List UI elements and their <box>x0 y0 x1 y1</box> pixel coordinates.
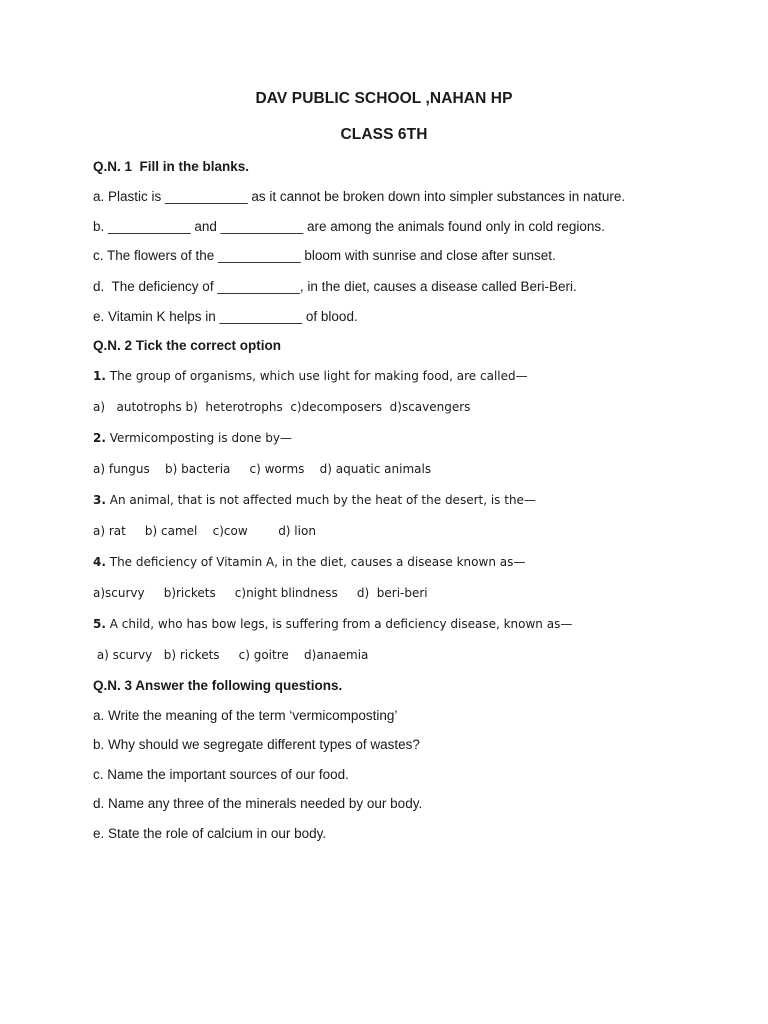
q3-item-d: d. Name any three of the minerals needed by our body. <box>93 796 423 811</box>
q3-item-a: a. Write the meaning of the term ‘vermicomposting’ <box>93 708 398 723</box>
q2-question-2 <box>93 432 292 444</box>
question-number: 5. <box>93 617 106 631</box>
q1-item-d: d. The deficiency of ___________, in the diet, causes a disease called Beri-Beri. <box>93 279 577 294</box>
q1-item-b: b. ___________ and ___________ are among the animals found only in cold regions. <box>93 219 605 234</box>
q3-item-b: b. Why should we segregate different types of wastes? <box>93 737 420 752</box>
q2-options-3: a) rat b) camel c)cow d) lion <box>93 524 316 538</box>
q2-question-5 <box>93 618 572 630</box>
q2-question-1 <box>93 370 528 382</box>
q2-options-5: a) scurvy b) rickets c) goitre d)anaemia <box>93 648 369 662</box>
school-name: DAV PUBLIC SCHOOL ,NAHAN HP <box>255 90 513 107</box>
q2-options-4: a)scurvy b)rickets c)night blindness d) beri-beri <box>93 586 428 600</box>
question-number: 3. <box>93 493 106 507</box>
q3-heading: Q.N. 3 Answer the following questions. <box>93 678 343 693</box>
question-text: An animal, that is not affected much by the heat of the desert, is the— <box>105 493 536 507</box>
q1-item-a: a. Plastic is ___________ as it cannot be broken down into simpler substances in nature. <box>93 189 626 204</box>
q2-question-3 <box>93 494 536 506</box>
question-text: The group of organisms, which use light for making food, are called— <box>105 369 528 383</box>
q3-item-e: e. State the role of calcium in our body. <box>93 826 327 841</box>
class-title: CLASS 6TH <box>340 126 428 143</box>
q2-question-4 <box>93 556 525 568</box>
question-number: 4. <box>93 555 106 569</box>
question-text: The deficiency of Vitamin A, in the diet, causes a disease known as— <box>105 555 526 569</box>
q3-item-c: c. Name the important sources of our food. <box>93 767 349 782</box>
question-text: Vermicomposting is done by— <box>105 431 292 445</box>
q2-heading: Q.N. 2 Tick the correct option <box>93 338 282 353</box>
q2-options-1: a) autotrophs b) heterotrophs c)decomposers d)scavengers <box>93 400 471 414</box>
question-number: 2. <box>93 431 106 445</box>
question-number: 1. <box>93 369 106 383</box>
q1-item-e: e. Vitamin K helps in ___________ of blood. <box>93 309 358 324</box>
q1-item-c: c. The flowers of the ___________ bloom with sunrise and close after sunset. <box>93 248 556 263</box>
question-text: A child, who has bow legs, is suffering from a deficiency disease, known as— <box>105 617 573 631</box>
q2-options-2: a) fungus b) bacteria c) worms d) aquatic animals <box>93 462 432 476</box>
q1-heading: Q.N. 1 Fill in the blanks. <box>93 159 250 174</box>
